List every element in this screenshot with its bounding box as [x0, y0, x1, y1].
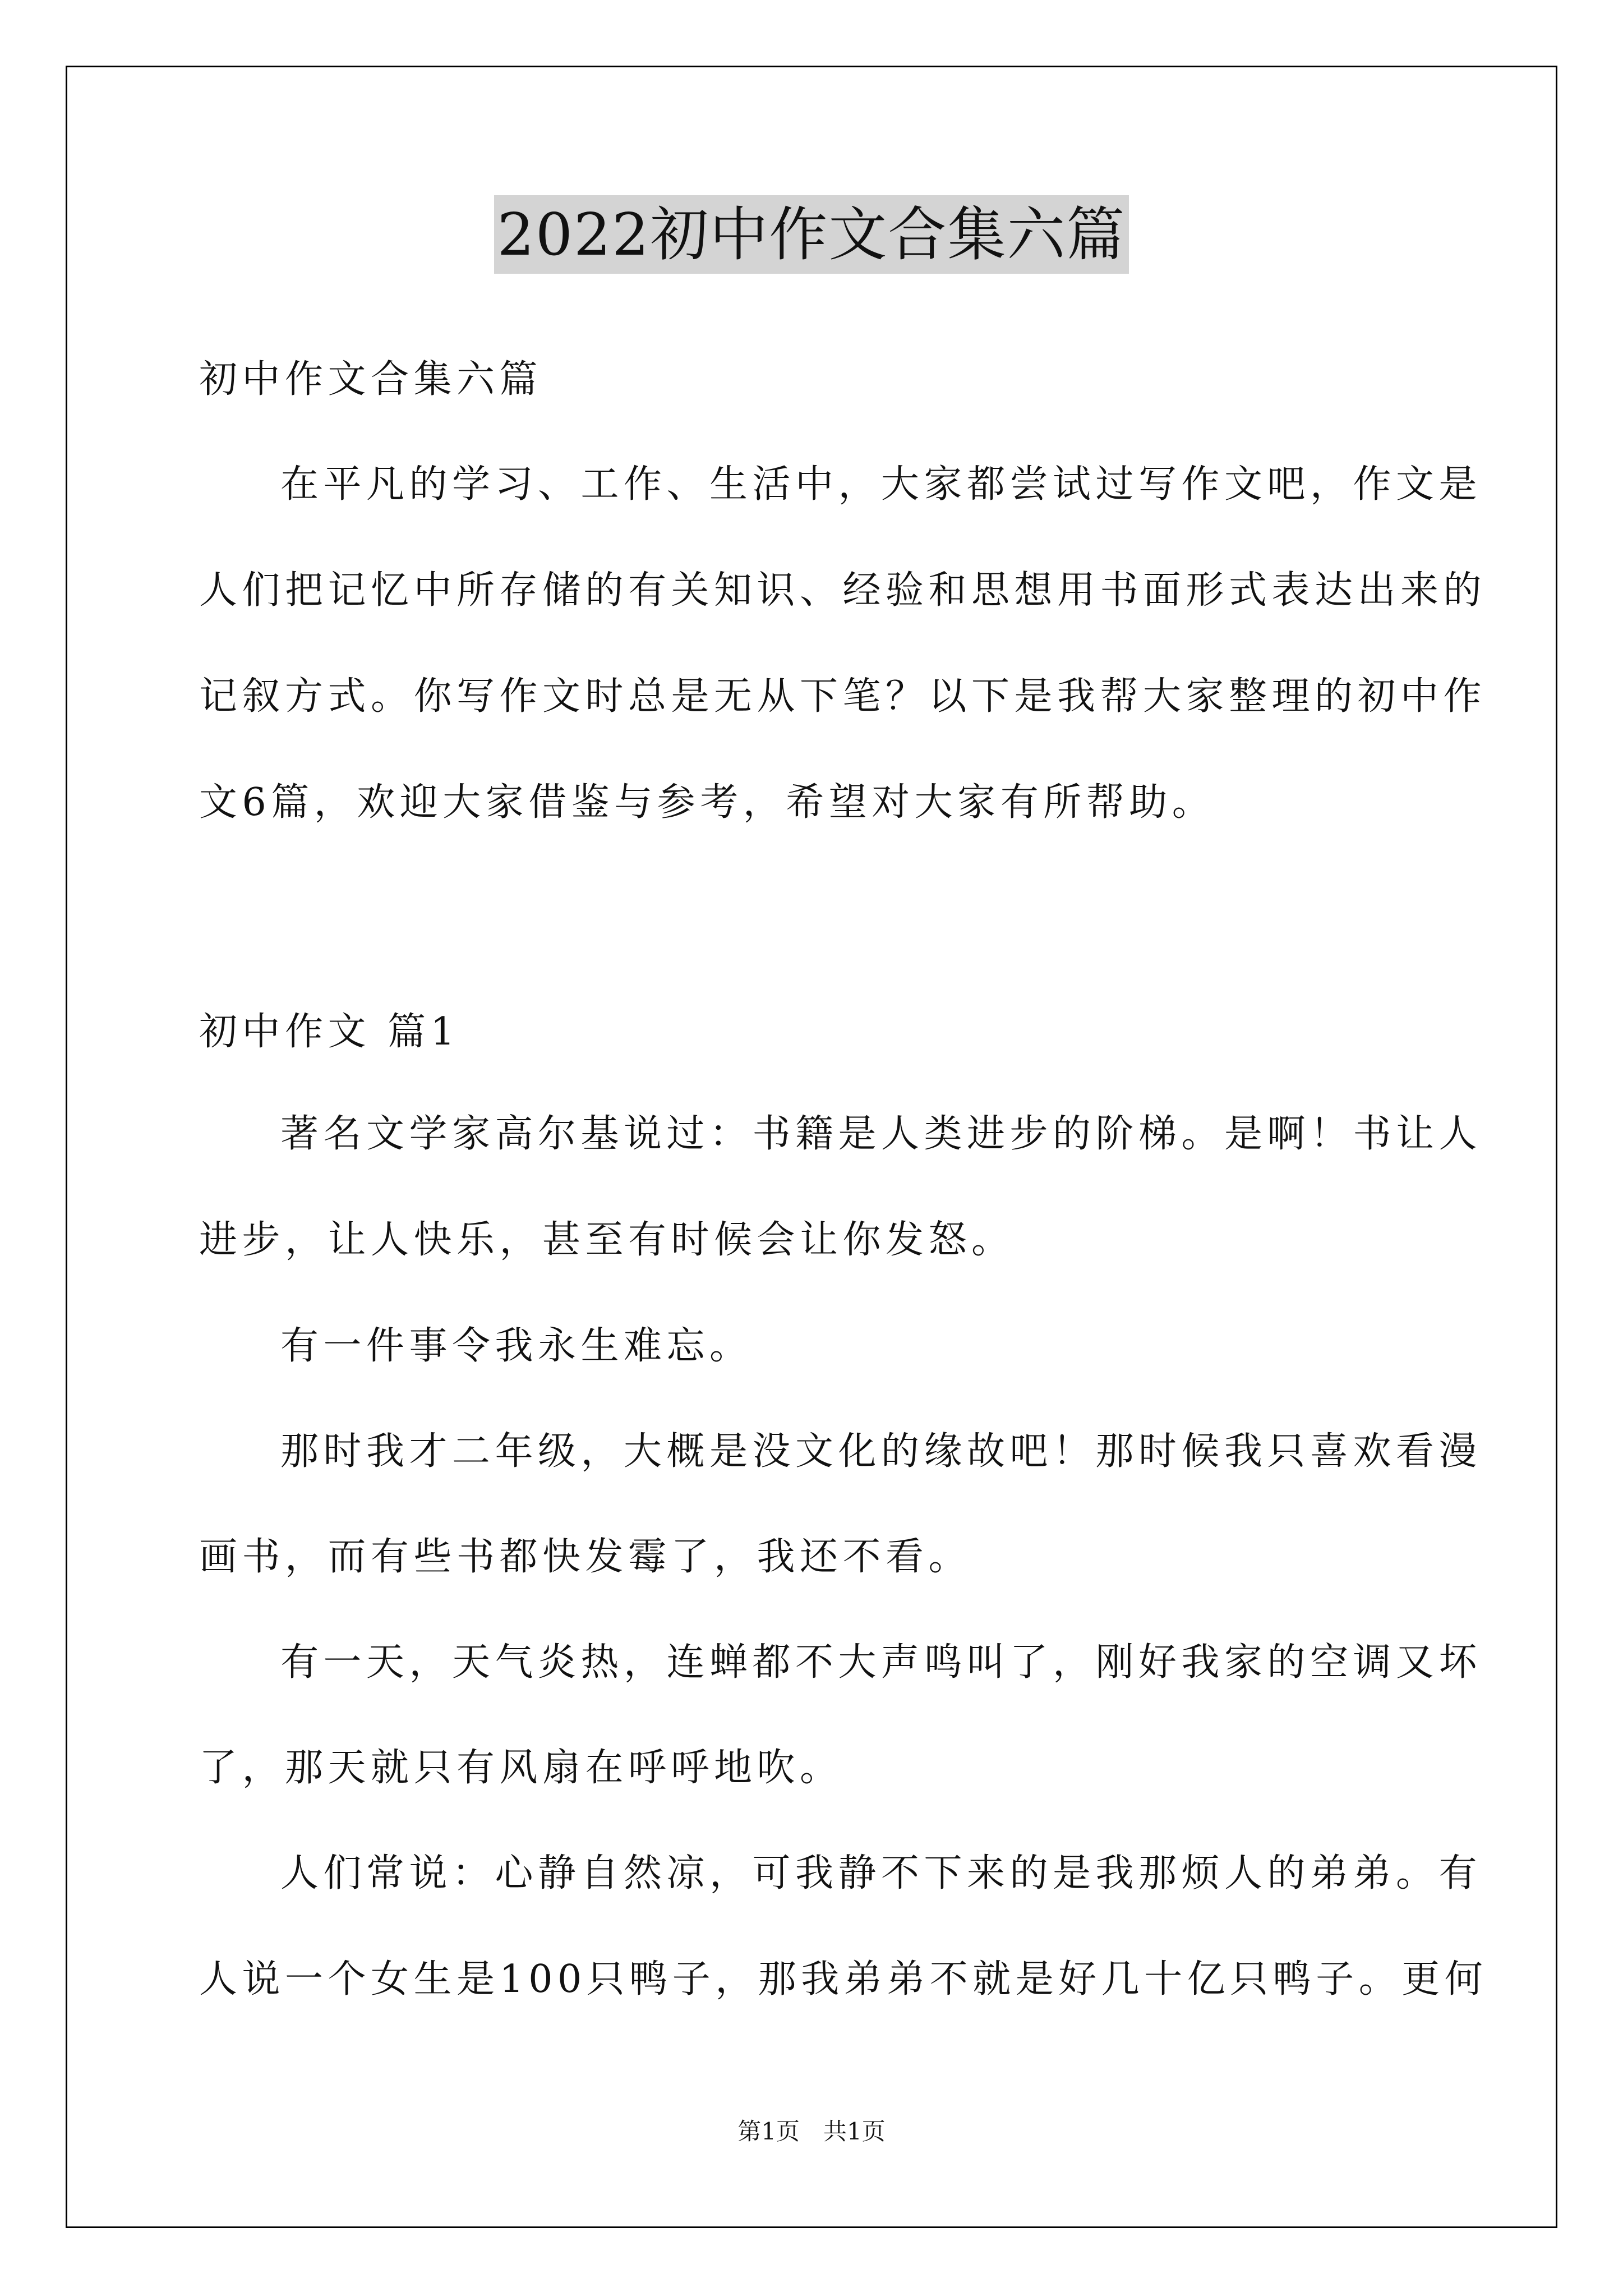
- intro-line: 在平凡的学习、工作、生活中，大家都尝试过写作文吧，作文是: [280, 462, 1482, 507]
- body-line: 有一天，天气炎热，连蝉都不大声鸣叫了，刚好我家的空调又坏: [280, 1640, 1482, 1685]
- intro-line: 文6篇，欢迎大家借鉴与参考，希望对大家有所帮助。: [199, 780, 1215, 825]
- body-line: 有一件事令我永生难忘。: [280, 1324, 753, 1368]
- intro-line: 记叙方式。你写作文时总是无从下笔？以下是我帮大家整理的初中作: [199, 674, 1487, 719]
- document-subtitle: 初中作文合集六篇: [199, 357, 543, 402]
- intro-line: 人们把记忆中所存储的有关知识、经验和思想用书面形式表达出来的: [199, 568, 1487, 613]
- section-heading: 初中作文 篇1: [199, 1010, 460, 1054]
- body-line: 人说一个女生是100只鸭子，那我弟弟不就是好几十亿只鸭子。更何: [199, 1957, 1488, 2001]
- title-container: [0, 195, 1623, 274]
- body-line: 人们常说：心静自然凉，可我静不下来的是我那烦人的弟弟。有: [280, 1851, 1482, 1895]
- page-footer: 第1页 共1页: [737, 2118, 886, 2145]
- body-line: 画书，而有些书都快发霉了，我还不看。: [199, 1535, 972, 1579]
- document-title: 2022初中作文合集六篇: [494, 195, 1129, 274]
- body-line: 那时我才二年级，大概是没文化的缘故吧！那时候我只喜欢看漫: [280, 1429, 1482, 1474]
- body-line: 著名文学家高尔基说过：书籍是人类进步的阶梯。是啊！书让人: [280, 1112, 1482, 1156]
- body-line: 进步，让人快乐，甚至有时候会让你发怒。: [199, 1218, 1015, 1262]
- body-line: 了，那天就只有风扇在呼呼地吹。: [199, 1746, 843, 1790]
